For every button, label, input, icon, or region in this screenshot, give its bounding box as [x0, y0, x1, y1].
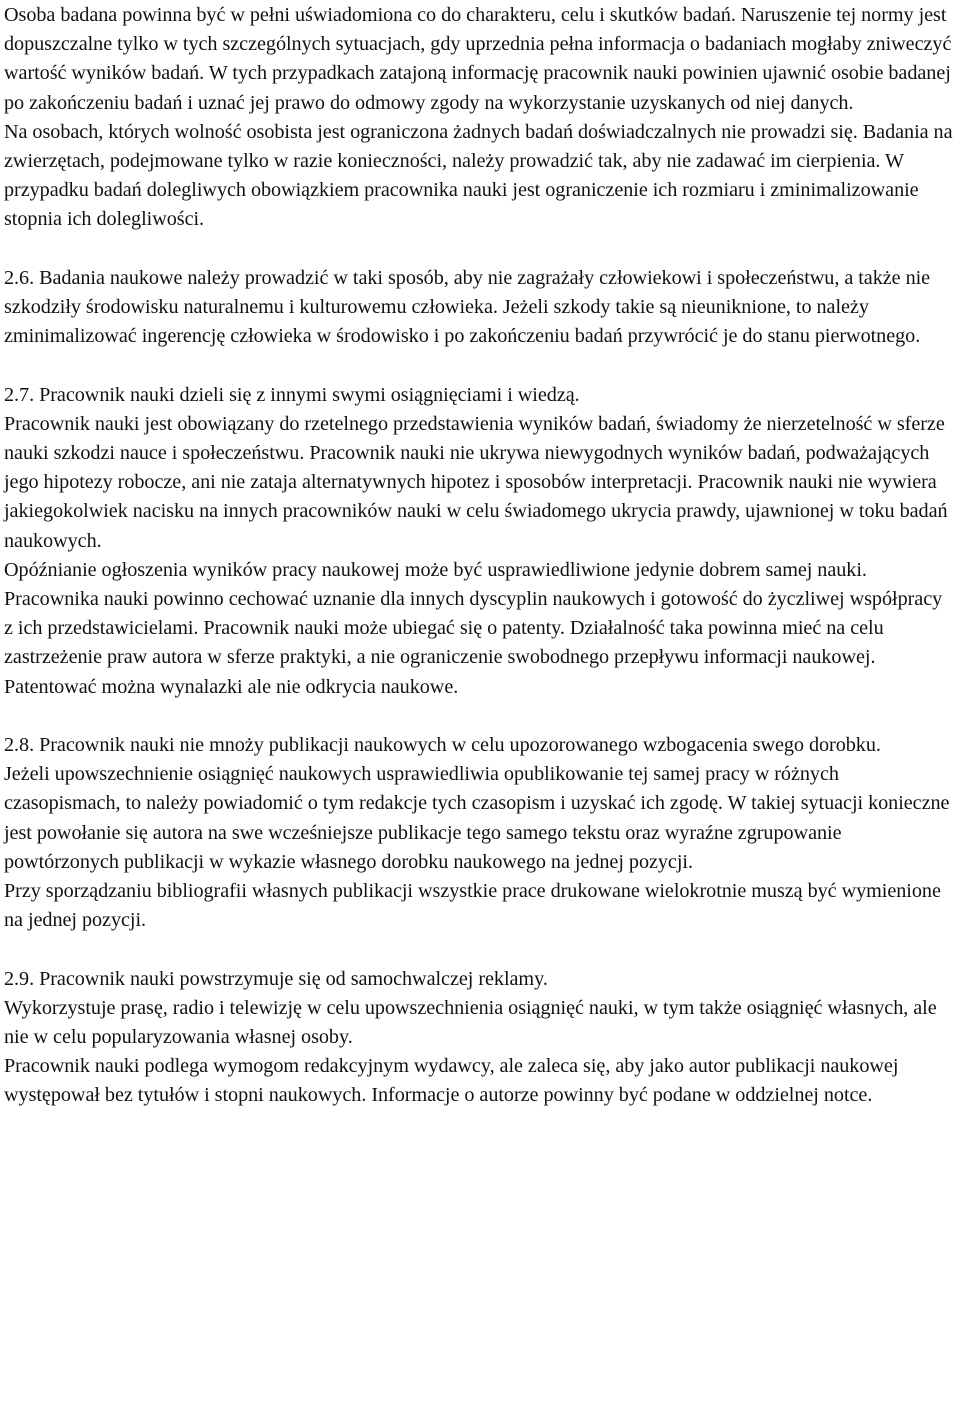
- paragraph-2-7-delay: Opóźnianie ogłoszenia wyników pracy naukowej może być usprawiedliwione jedynie dobrem samej nauki.: [4, 558, 867, 581]
- paragraph-2-9-titles: Pracownik nauki podlega wymogom redakcyjnym wydawcy, ale zaleca się, aby jako autor publikacji naukowej występował bez tytułów i stopni naukowych. Informacje o autorze powinny być podane w oddzielnej notce.: [4, 1055, 899, 1107]
- paragraph-informed-consent: Osoba badana powinna być w pełni uświadomiona co do charakteru, celu i skutków badań. Naruszenie tej normy jest dopuszczalne tylko w tych szczególnych sytuacjach, gdy uprzednia pełna informacja o badaniach mogłaby zniweczyć wartość wyników badań. W tych przypadkach zatajoną informację pracownik nauki powinien ujawnić osobie badanej po zakończeniu badań i uznać jej prawo do odmowy zgody na wykorzystanie uzyskanych od niej danych.: [4, 4, 952, 114]
- paragraph-2-7-heading: 2.7. Pracownik nauki dzieli się z innymi swymi osiągnięciami i wiedzą.: [4, 383, 580, 406]
- section-2-7: [4, 381, 956, 702]
- paragraph-2-9-heading: 2.9. Pracownik nauki powstrzymuje się od samochwalczej reklamy.: [4, 967, 548, 990]
- section-2-8: [4, 731, 956, 935]
- paragraph-2-7-honesty: Pracownik nauki jest obowiązany do rzetelnego przedstawienia wyników badań, świadomy że nierzetelność w sferze nauki szkodzi nauce i społeczeństwu. Pracownik nauki nie ukrywa niewygodnych wyników badań, podważających jego hipotezy robocze, ani nie zataja alternatywnych hipotez i sposobów interpretacji. Pracownik nauki nie wywiera jakiegokolwiek nacisku na innych pracowników nauki w celu świadomego ukrycia prawdy, ujawnionej w toku badań naukowych.: [4, 412, 948, 552]
- paragraph-2-6: 2.6. Badania naukowe należy prowadzić w taki sposób, aby nie zagrażały człowiekowi i społeczeństwu, a także nie szkodziły środowisku naturalnemu i kulturowemu człowieka. Jeżeli szkody takie są nieuniknione, to należy zminimalizować ingerencję człowieka w środowisko i po zakończeniu badań przywrócić je do stanu pierwotnego.: [4, 266, 931, 348]
- paragraph-restricted-subjects: Na osobach, których wolność osobista jest ograniczona żadnych badań doświadczalnych nie prowadzi się. Badania na zwierzętach, podejmowane tylko w razie konieczności, należy prowadzić tak, aby nie zadawać im cierpienia. W przypadku badań dolegliwych obowiązkiem pracownika nauki jest ograniczenie ich rozmiaru i zminimalizowanie stopnia ich dolegliwości.: [4, 120, 953, 231]
- section-consent-and-limits: [4, 1, 956, 235]
- paragraph-2-7-cooperation: Pracownika nauki powinno cechować uznanie dla innych dyscyplin naukowych i gotowość do życzliwej współpracy z ich przedstawicielami. Pracownik nauki może ubiegać się o patenty. Działalność taka powinna mieć na celu zastrzeżenie praw autora w sferze praktyki, a nie ograniczenie swobodnego przepływu informacji naukowej.: [4, 588, 943, 669]
- paragraph-2-9-media: Wykorzystuje prasę, radio i telewizję w celu upowszechnienia osiągnięć nauki, w tym także osiągnięć własnych, ale nie w celu popularyzowania własnej osoby.: [4, 996, 937, 1049]
- paragraph-2-8-heading: 2.8. Pracownik nauki nie mnoży publikacji naukowych w celu upozorowanego wzbogacenia swego dorobku.: [4, 734, 881, 757]
- section-2-9: [4, 965, 956, 1111]
- paragraph-2-7-patents: Patentować można wynalazki ale nie odkrycia naukowe.: [4, 675, 459, 698]
- paragraph-2-8-bibliography: Przy sporządzaniu bibliografii własnych publikacji wszystkie prace drukowane wielokrotnie muszą być wymienione na jednej pozycji.: [4, 880, 941, 932]
- paragraph-2-8-republication: Jeżeli upowszechnienie osiągnięć naukowych usprawiedliwia opublikowanie tej samej pracy w różnych czasopismach, to należy powiadomić o tym redakcje tych czasopism i uzyskać ich zgodę. W takiej sytuacji konieczne jest powołanie się autora na swe wcześniejsze publikacje tego samego tekstu oraz wyraźne zgrupowanie powtórzonych publikacji w wykazie własnego dorobku naukowego na jednej pozycji.: [4, 763, 950, 873]
- section-2-6: [4, 264, 956, 352]
